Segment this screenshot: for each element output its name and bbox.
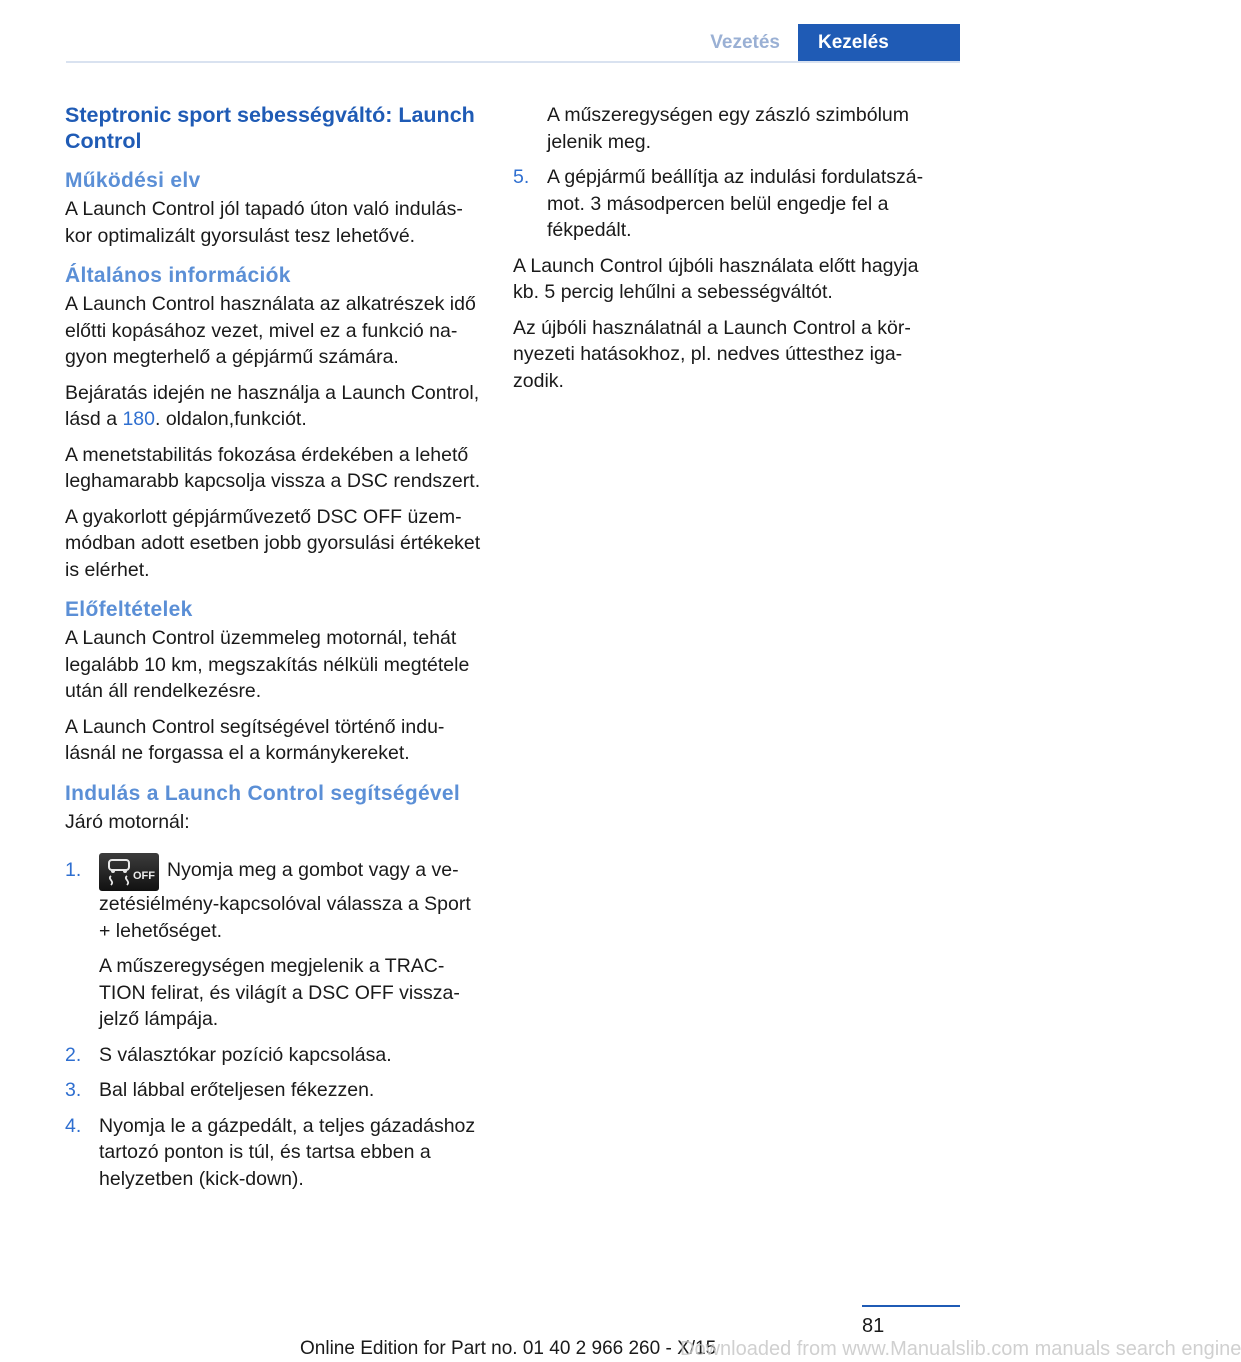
paragraph: A Launch Control üzemmeleg motornál, tehát legalább 10 km, megszakítás nélküli megtétele után áll rendelkezésre. xyxy=(65,627,470,702)
paragraph-with-link xyxy=(65,380,483,433)
section-heading-mukodesi-elv: Működési elv xyxy=(65,169,201,192)
paragraph: Járó motornál: xyxy=(65,810,190,833)
text: . oldalon,funkciót. xyxy=(155,408,307,430)
step-note: A műszeregységen megjelenik a TRACTION felirat, és világít a DSC OFF visszajelző lámpája. xyxy=(99,955,460,1030)
step-text: Nyomja meg a gombot vagy a vezetésiélmény-kapcsolóval válassza a Sport + lehetőséget. xyxy=(99,859,471,942)
list-item xyxy=(65,1077,483,1104)
page-number: 81 xyxy=(862,1315,885,1337)
car-skid-icon xyxy=(103,857,137,887)
step-text: S választókar pozíció kapcsolása. xyxy=(99,1043,392,1066)
step-number: 2. xyxy=(65,1043,82,1066)
step-number: 1. xyxy=(65,859,82,881)
page-link[interactable]: 180 xyxy=(122,408,155,430)
section-heading-indulas: Indulás a Launch Control segítségével xyxy=(65,781,461,805)
left-column xyxy=(65,102,483,1201)
list-item xyxy=(65,1042,483,1069)
section-heading-elofeltetelek: Előfeltételek xyxy=(65,598,193,621)
step-number: 4. xyxy=(65,1114,82,1137)
list-item xyxy=(65,857,483,1033)
paragraph: A gyakorlott gépjárművezető DSC OFF üzemmódban adott esetben jobb gyorsulási értékeket is elérhet. xyxy=(65,505,481,581)
tab-vezetes[interactable]: Vezetés xyxy=(692,24,798,62)
list-item xyxy=(65,1113,483,1193)
step-number: 5. xyxy=(513,166,530,188)
paragraph: A Launch Control újbóli használata előtt hagyja kb. 5 percig lehűlni a sebességváltót. xyxy=(513,254,919,303)
steps-list xyxy=(65,857,483,1192)
dsc-off-label: OFF xyxy=(133,870,155,882)
step-number: 3. xyxy=(65,1079,82,1101)
step-text: Nyomja le a gázpedált, a teljes gázadáshoz tartozó ponton is túl, és tartsa ebben a helyzetben (kick-down). xyxy=(99,1114,476,1190)
watermark: Downloaded from www.Manualslib.com manuals search engine xyxy=(680,1338,1241,1360)
header-rule xyxy=(66,61,960,63)
paragraph: A Launch Control használata az alkatrészek idő előtti kopásához vezet, mivel ez a funkció nagyon megterhelő a gépjármű számára. xyxy=(65,293,476,368)
text: Bejáratás idején ne használja a Launch Control, lásd a xyxy=(65,381,480,430)
section-heading-altalanos: Általános információk xyxy=(65,264,291,287)
steps-list-continued xyxy=(513,164,933,244)
edition-text: Online Edition for Part no. 01 40 2 966 260 - X/15 xyxy=(300,1338,717,1359)
page-title: Steptronic sport sebességváltó: Launch Control xyxy=(65,103,475,153)
tab-kezeles[interactable]: Kezelés xyxy=(798,24,960,62)
paragraph: A menetstabilitás fokozása érdekében a lehető leghamarabb kapcsolja vissza a DSC rendszert. xyxy=(65,443,481,492)
step-text: A gépjármű beállítja az indulási fordulatszámot. 3 másodpercen belül engedje fel a fékpedált. xyxy=(547,166,924,241)
paragraph: A Launch Control jól tapadó úton való induláskor optimalizált gyorsulást tesz lehetővé. xyxy=(65,198,463,247)
paragraph: Az újbóli használatnál a Launch Control a környezeti hatásokhoz, pl. nedves úttesthez igazodik. xyxy=(513,316,911,392)
step-text-with-icon xyxy=(99,857,483,944)
header-tabs xyxy=(692,24,960,62)
footer-rule xyxy=(862,1305,960,1307)
paragraph: A Launch Control segítségével történő indulásnál ne forgassa el a kormánykereket. xyxy=(65,715,445,764)
step-continuation: A műszeregységen egy zászló szimbólum jelenik meg. xyxy=(547,104,909,153)
dsc-off-button-icon xyxy=(99,853,159,891)
list-item xyxy=(513,164,933,244)
right-column xyxy=(513,102,933,403)
step-text: Bal lábbal erőteljesen fékezzen. xyxy=(99,1079,375,1101)
